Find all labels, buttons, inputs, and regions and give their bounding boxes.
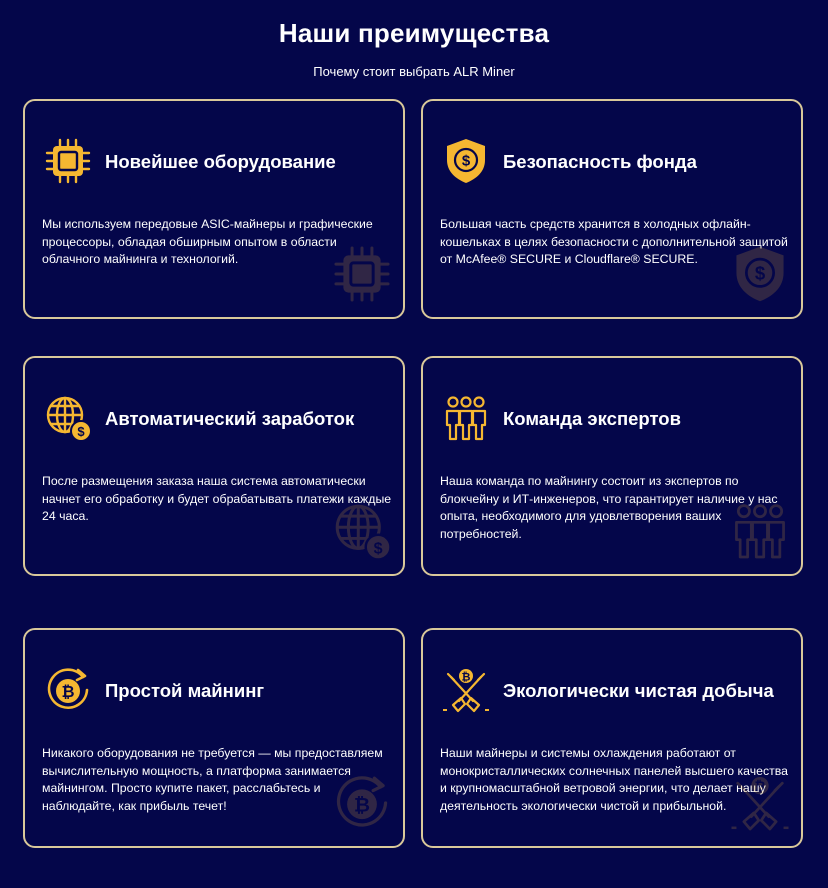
feature-card-text: Наши майнеры и системы охлаждения работают от монокристаллических солнечных панелей высшего качества и крупномасштабной ветровой энергии, что делает нашу деятельность экологически чистой и прибыльной.	[440, 746, 788, 813]
feature-card-text: После размещения заказа наша система автоматически начнет его обработку и будет обрабатывать платежи каждые 24 часа.	[42, 474, 392, 523]
feature-card-title: Безопасность фонда	[503, 151, 697, 172]
mining-shovels-icon	[729, 772, 791, 834]
feature-card-title: Простой майнинг	[105, 680, 265, 701]
feature-card-team	[421, 356, 803, 576]
chip-icon	[331, 243, 393, 305]
bitcoin-cycle-icon	[331, 772, 393, 834]
feature-card-text: Никакого оборудования не требуется — мы предоставляем вычислительную мощность, а платформа занимается майнингом. Просто купите пакет, расслабьтесь и наблюдайте, как прибыль течет!	[42, 746, 383, 813]
globe-dollar-icon	[43, 393, 93, 443]
feature-card-simple-mining	[23, 628, 405, 848]
feature-card-text: Мы используем передовые ASIC-майнеры и графические процессоры, обладая обширным опытом в области облачного майнинга и технологий.	[42, 217, 373, 266]
feature-card-eco-mining	[421, 628, 803, 848]
feature-card-hardware	[23, 99, 405, 319]
bitcoin-cycle-icon	[43, 665, 93, 715]
feature-card-security	[421, 99, 803, 319]
shield-dollar-icon	[441, 136, 491, 186]
feature-card-auto-earnings	[23, 356, 405, 576]
chip-icon	[43, 136, 93, 186]
mining-shovels-icon	[441, 665, 491, 715]
team-icon	[729, 500, 791, 562]
team-icon	[441, 393, 491, 443]
feature-card-title: Автоматический заработок	[105, 408, 355, 429]
feature-card-text: Наша команда по майнингу состоит из экспертов по блокчейну и ИТ-инженеров, что гарантирует наличие у нас опыта, необходимого для удовлетворения ваших потребностей.	[440, 474, 778, 541]
feature-card-text: Большая часть средств хранится в холодных офлайн-кошельках в целях безопасности с дополнительной защитой от McAfee® SECURE и Cloudflare® SECURE.	[440, 217, 788, 266]
globe-dollar-icon	[331, 500, 393, 562]
page-subtitle: Почему стоит выбрать ALR Miner	[313, 64, 515, 79]
shield-dollar-icon	[729, 243, 791, 305]
feature-card-title: Экологически чистая добыча	[503, 680, 774, 701]
feature-card-title: Команда экспертов	[503, 408, 681, 429]
feature-card-title: Новейшее оборудование	[105, 151, 336, 172]
page-title: Наши преимущества	[278, 18, 550, 48]
